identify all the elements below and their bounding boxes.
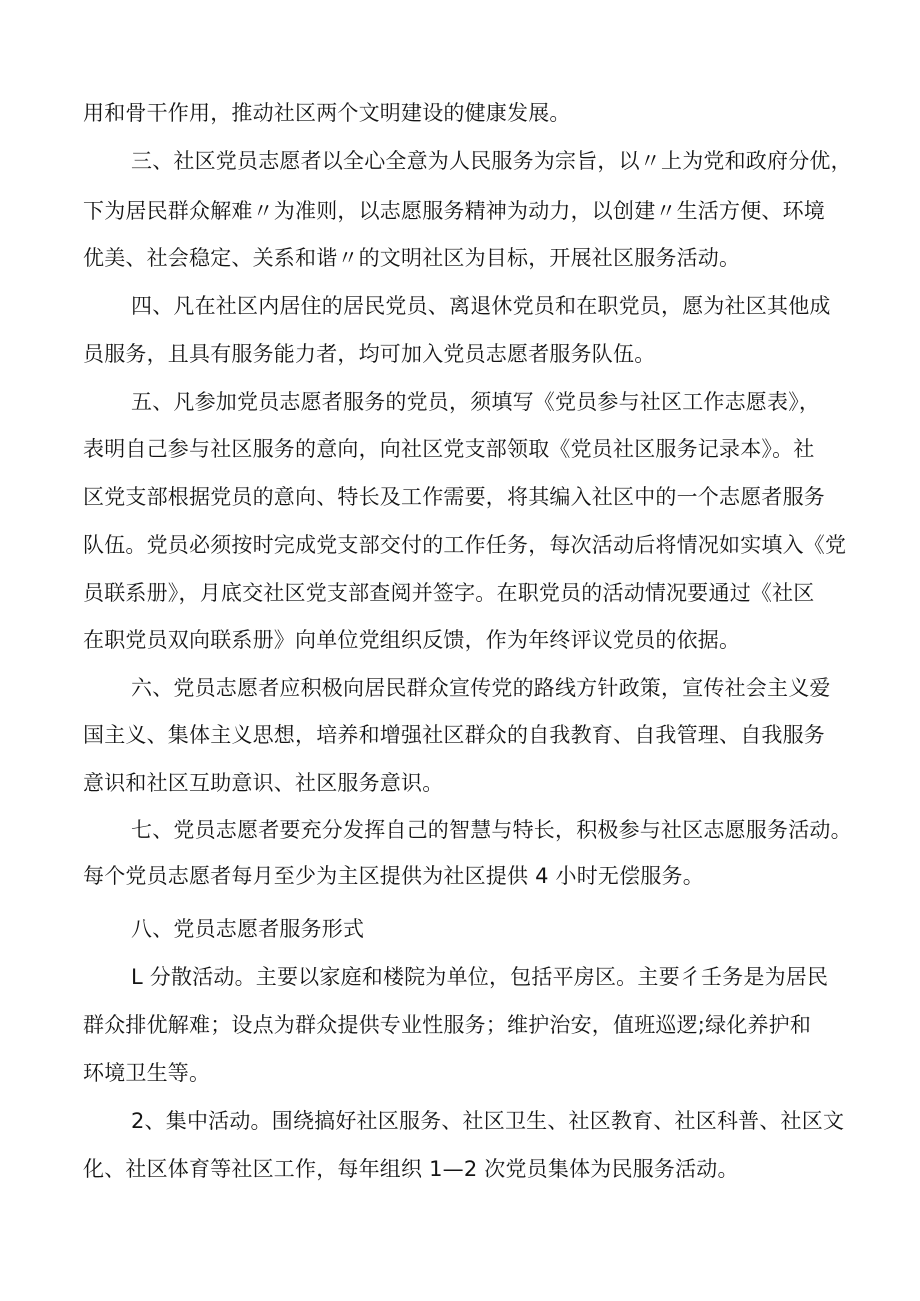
- text-line: 在职党员双向联系册》向单位党组织反馈，作为年终评议党员的依据。: [83, 628, 741, 652]
- text-line: 员联系册》，月底交社区党支部查阅并签字。在职党员的活动情况要通过《社区: [83, 581, 815, 605]
- text-line: 队伍。党员必须按时完成党支部交付的工作任务，每次活动后将情况如实填入《党: [83, 533, 847, 557]
- text-line: 表明自己参与社区服务的意向，向社区党支部领取《党员社区服务记录本》。社: [83, 437, 815, 461]
- text-line: 八、党员志愿者服务形式: [131, 917, 365, 941]
- text-line: 员服务，且具有服务能力者，均可加入党员志愿者服务队伍。: [83, 342, 656, 366]
- text-line: 三、社区党员志愿者以全心全意为人民服务为宗旨，以〃上为党和政府分优，: [131, 149, 852, 173]
- text-line: 每个党员志愿者每月至少为主区提供为社区提供 4 小时无偿服务。: [83, 864, 704, 888]
- text-line: 化、社区体育等社区工作，每年组织 1—2 次党员集体为民服务活动。: [83, 1157, 739, 1181]
- text-line: 群众排优解难；设点为群众提供专业性服务；维护治安，值班巡逻;绿化养护和: [83, 1013, 812, 1037]
- text-line: 2、集中活动。围绕搞好社区服务、社区卫生、社区教育、社区科普、社区文: [131, 1109, 845, 1133]
- text-line: 五、凡参加党员志愿者服务的党员，须填写《党员参与社区工作志愿表》，: [131, 390, 821, 414]
- text-line: 优美、社会稳定、关系和谐〃的文明社区为目标，开展社区服务活动。: [83, 246, 741, 270]
- text-line: L 分散活动。主要以家庭和楼院为单位，包括平房区。主要彳壬务是为居民: [131, 965, 829, 989]
- text-line: 六、党员志愿者应积极向居民群众宣传党的路线方针政策，宣传社会主义爱: [131, 676, 831, 700]
- text-line: 用和骨干作用，推动社区两个文明建设的健康发展。: [83, 101, 571, 125]
- text-line: 四、凡在社区内居住的居民党员、离退休党员和在职党员，愿为社区其他成: [131, 294, 831, 318]
- text-line: 七、党员志愿者要充分发挥自己的智慧与特长，积极参与社区志愿服务活动。: [131, 818, 852, 842]
- text-line: 国主义、集体主义思想，培养和增强社区群众的自我教育、自我管理、自我服务: [83, 723, 825, 747]
- text-line: 下为居民群众解难〃为准则，以志愿服务精神为动力，以创建〃生活方便、环境: [83, 199, 825, 223]
- text-line: 意识和社区互助意识、社区服务意识。: [83, 771, 444, 795]
- text-line: 区党支部根据党员的意向、特长及工作需要，将其编入社区中的一个志愿者服务: [83, 485, 825, 509]
- text-line: 环境卫生等。: [83, 1061, 211, 1085]
